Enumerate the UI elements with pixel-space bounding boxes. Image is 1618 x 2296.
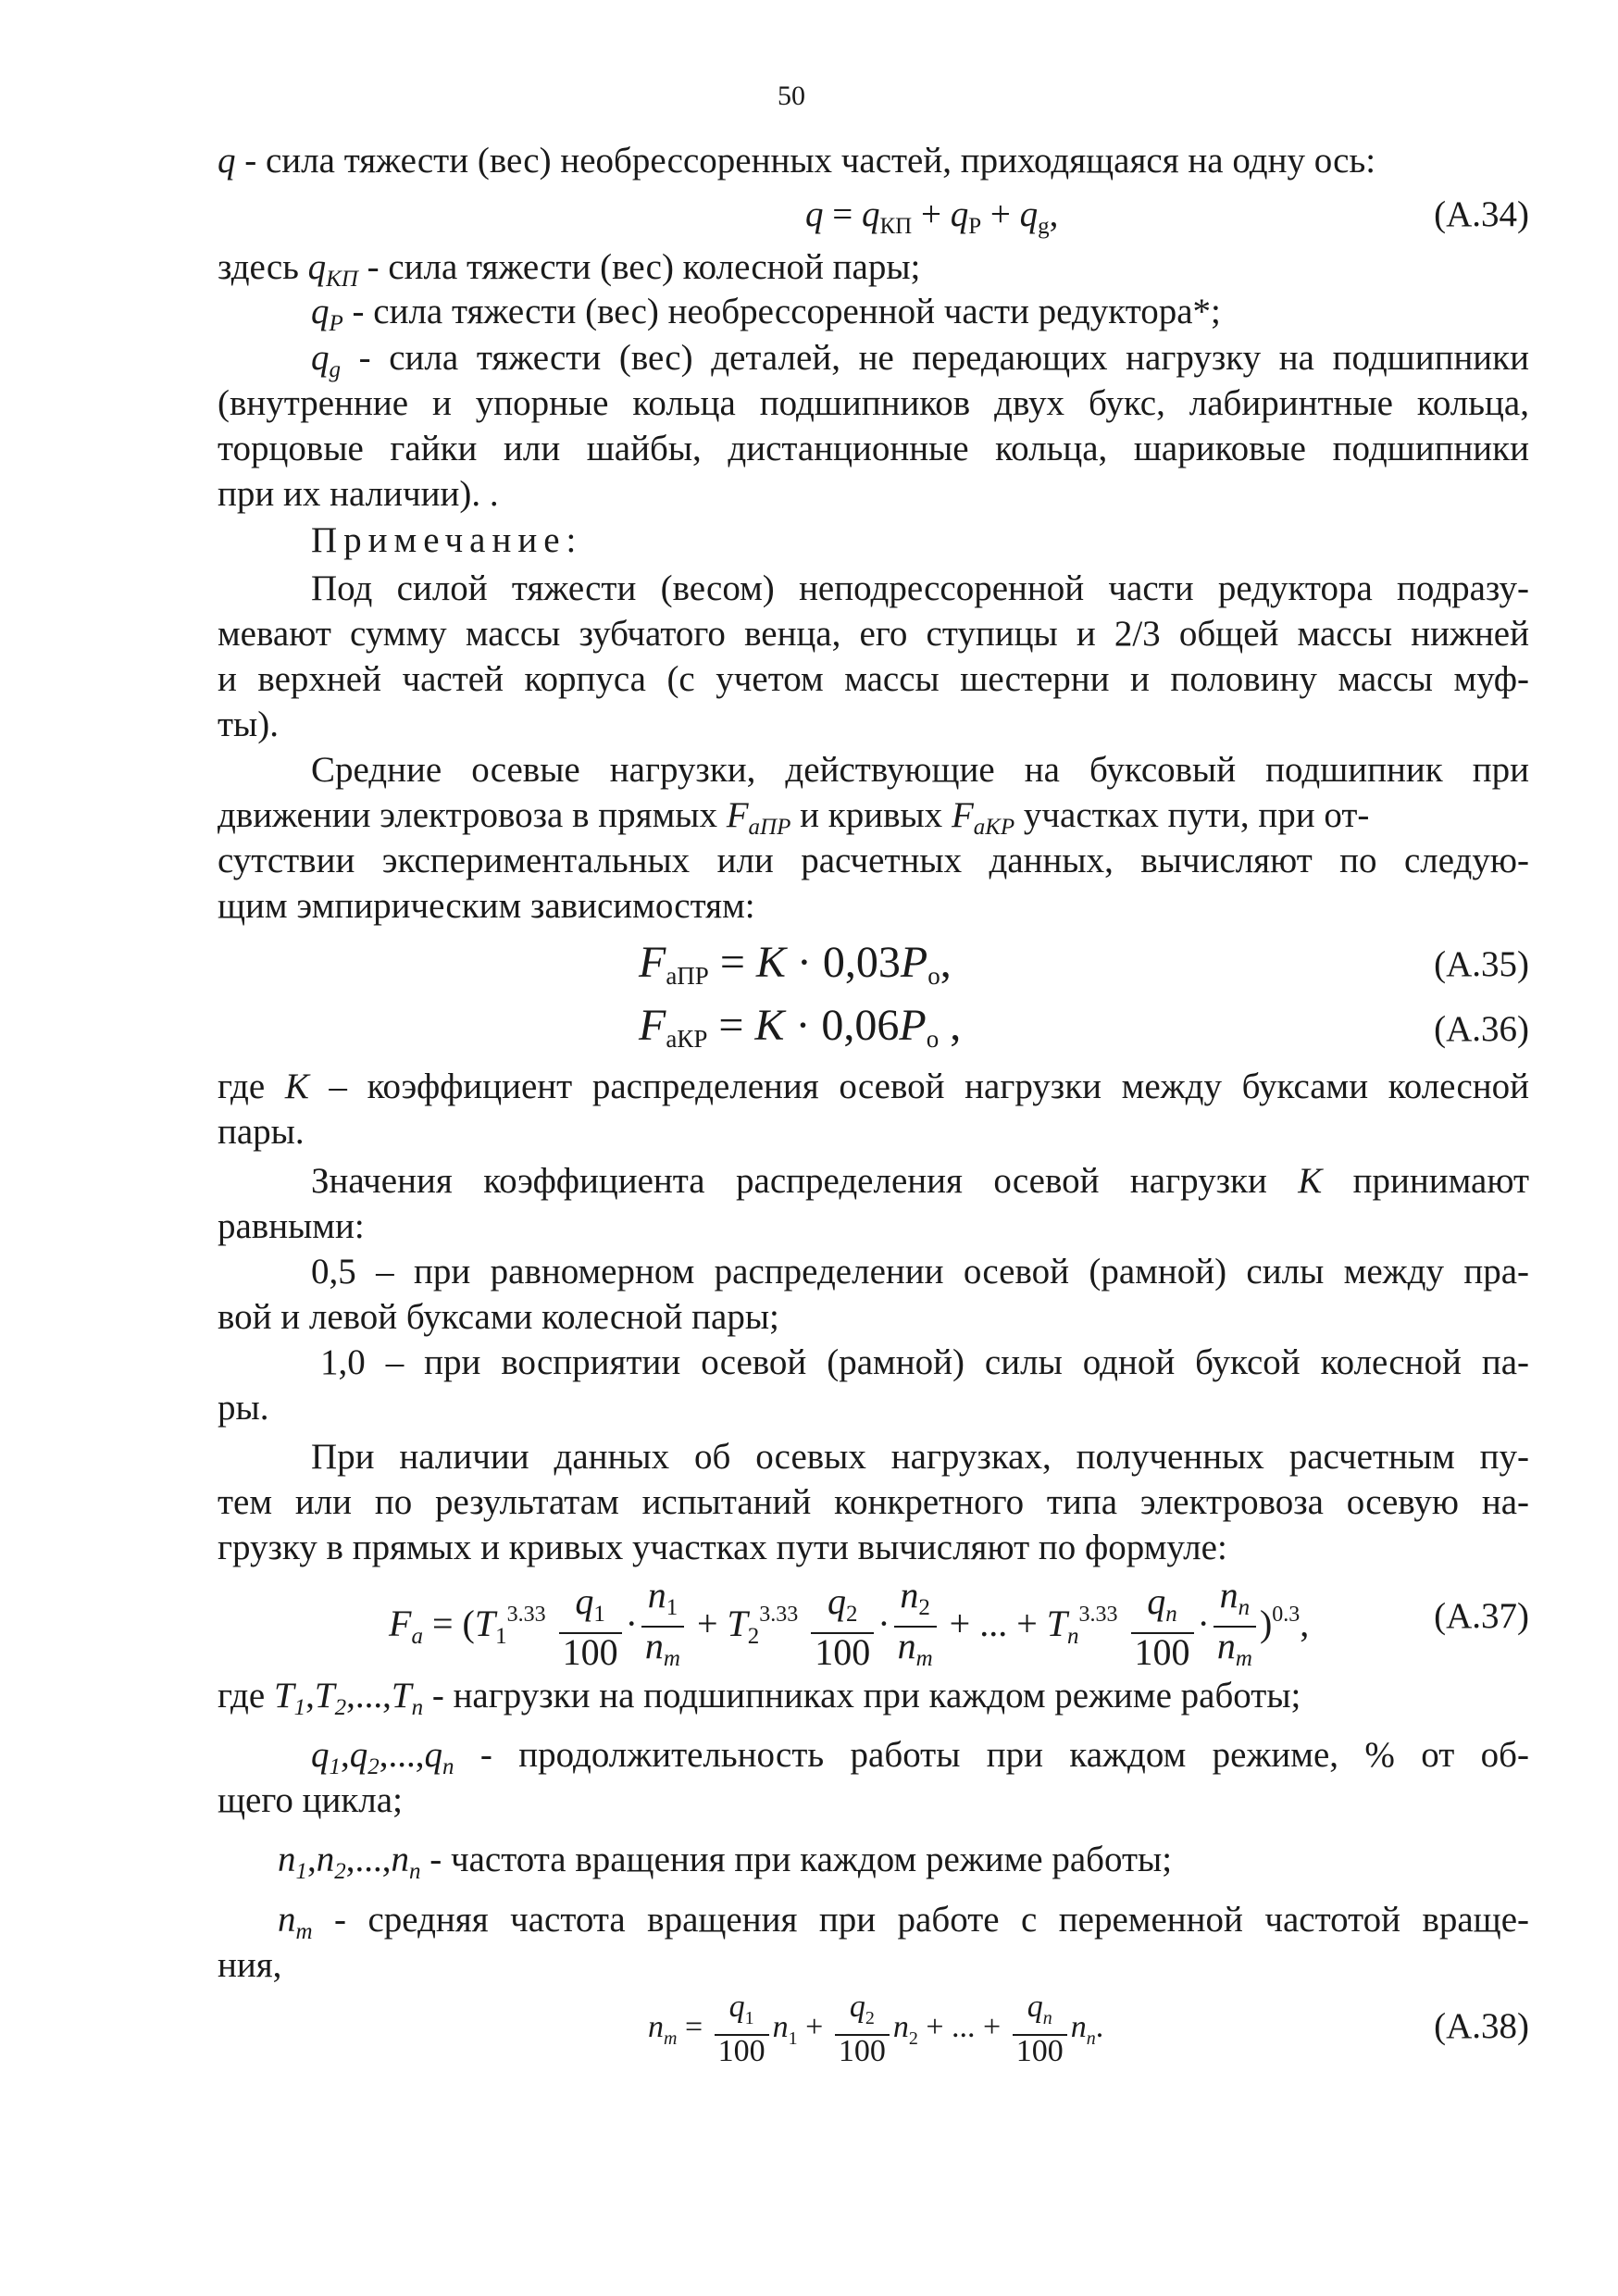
text-line: $n_m$ - средняя частота вращения при работе с переменной частотой враще-: [278, 1900, 1529, 1944]
text-line: сутствии экспериментальных или расчетных данных, вычисляют по следую-: [218, 841, 1529, 880]
text-line: $q_1,q_2,...,q_n$ - продолжительность работы при каждом режиме, % от об-: [311, 1735, 1529, 1779]
text-line: при их наличии). .: [218, 474, 499, 514]
text-line: ния,: [218, 1945, 282, 1985]
text-line: При наличии данных об осевых нагрузках, полученных расчетным пу-: [311, 1437, 1529, 1477]
equation-a37: $F_a = (T_1^{3.33}$ $\frac{q_1}{100}$ · $\frac{n_1}{n_m}$ + $T_2^{3.33}$ $\frac{q_2}{100}$ · $\frac{n_2}{n_m}$ + ... + $T_n^{3.33}$ $\frac{q_n}{100}$ · $\frac{n_n}{n_m}$ )$^{0.3}$,: [389, 1573, 1310, 1673]
text-line: Средние осевые нагрузки, действующие на буксовый подшипник при: [311, 750, 1529, 790]
text-line: грузку в прямых и кривых участках пути вычисляют по формуле:: [218, 1528, 1227, 1567]
text-line: 0,5 – при равномерном распределении осевой (рамной) силы между пра-: [311, 1252, 1529, 1292]
text-line: ры.: [218, 1388, 269, 1428]
text-line: щим эмпирическим зависимостям:: [218, 886, 755, 926]
text-line: где К – коэффициент распределения осевой нагрузки между буксами колесной: [218, 1067, 1529, 1106]
text-line: и верхней частей корпуса (с учетом массы шестерни и половину массы муф-: [218, 659, 1529, 699]
equation-number: (А.38): [1434, 2006, 1529, 2046]
equation-a35: $F_{аПР} = K \cdot 0,03P_о$,: [639, 938, 952, 990]
text-line: щего цикла;: [218, 1780, 403, 1820]
note-heading: Примечание:: [311, 520, 583, 560]
text-line: вой и левой буксами колесной пары;: [218, 1297, 779, 1337]
equation-number: (А.37): [1434, 1596, 1529, 1636]
text-line: тем или по результатам испытаний конкретного типа электровоза осевую на-: [218, 1482, 1529, 1522]
equation-number: (А.36): [1434, 1009, 1529, 1049]
text-line: (внутренние и упорные кольца подшипников двух букс, лабиринтные кольца,: [218, 383, 1529, 423]
text-line: равными:: [218, 1206, 365, 1246]
text-line: q - сила тяжести (вес) необрессоренных частей, приходящаяся на одну ось:: [218, 141, 1376, 181]
text-line: $n_1,n_2,...,n_n$ - частота вращения при каждом режиме работы;: [278, 1840, 1173, 1884]
text-line: торцовые гайки или шайбы, дистанционные кольца, шариковые подшипники: [218, 429, 1529, 468]
equation-number: (А.35): [1434, 944, 1529, 984]
equation-a38: $n_m$ = $\frac{q_1}{100}$ $n_1$ + $\frac{q_2}{100}$ $n_2$ + ... + $\frac{q_n}{100}$ $n_n$.: [648, 1990, 1104, 2069]
text-line: 1,0 – при восприятии осевой (рамной) силы одной буксой колесной па-: [320, 1342, 1529, 1382]
text-line: мевают сумму массы зубчатого венца, его ступицы и 2/3 общей массы нижней: [218, 614, 1529, 654]
text-line: $q_g$ - сила тяжести (вес) деталей, не передающих нагрузку на подшипники: [311, 338, 1529, 382]
text-line: движении электровоза в прямых $F_{аПР}$ и кривых $F_{аКР}$ участках пути, при от-: [218, 795, 1370, 840]
equation-number: (А.34): [1434, 194, 1529, 234]
text-line: здесь $q_{КП}$ - сила тяжести (вес) колесной пары;: [218, 247, 921, 292]
equation-a36: $F_{аКР} = K \cdot 0,06P_о$ ,: [639, 1001, 962, 1053]
line-text: - сила тяжести (вес) необрессоренных частей, приходящаяся на одну ось:: [235, 141, 1376, 181]
text-line: Под силой тяжести (весом) неподрессоренной части редуктора подразу-: [311, 568, 1529, 608]
equation-a34: $q = q_{КП} + q_Р + q_g$,: [805, 194, 1059, 239]
text-line: Значения коэффициента распределения осевой нагрузки К принимают: [311, 1161, 1529, 1201]
page-number: 50: [778, 81, 805, 111]
text-line: $q_Р$ - сила тяжести (вес) необрессоренной части редуктора*;: [311, 292, 1221, 336]
text-line: ты).: [218, 705, 279, 744]
text-line: где $T_1,T_2,...,T_n$ - нагрузки на подшипниках при каждом режиме работы;: [218, 1676, 1301, 1720]
text-line: пары.: [218, 1112, 305, 1152]
